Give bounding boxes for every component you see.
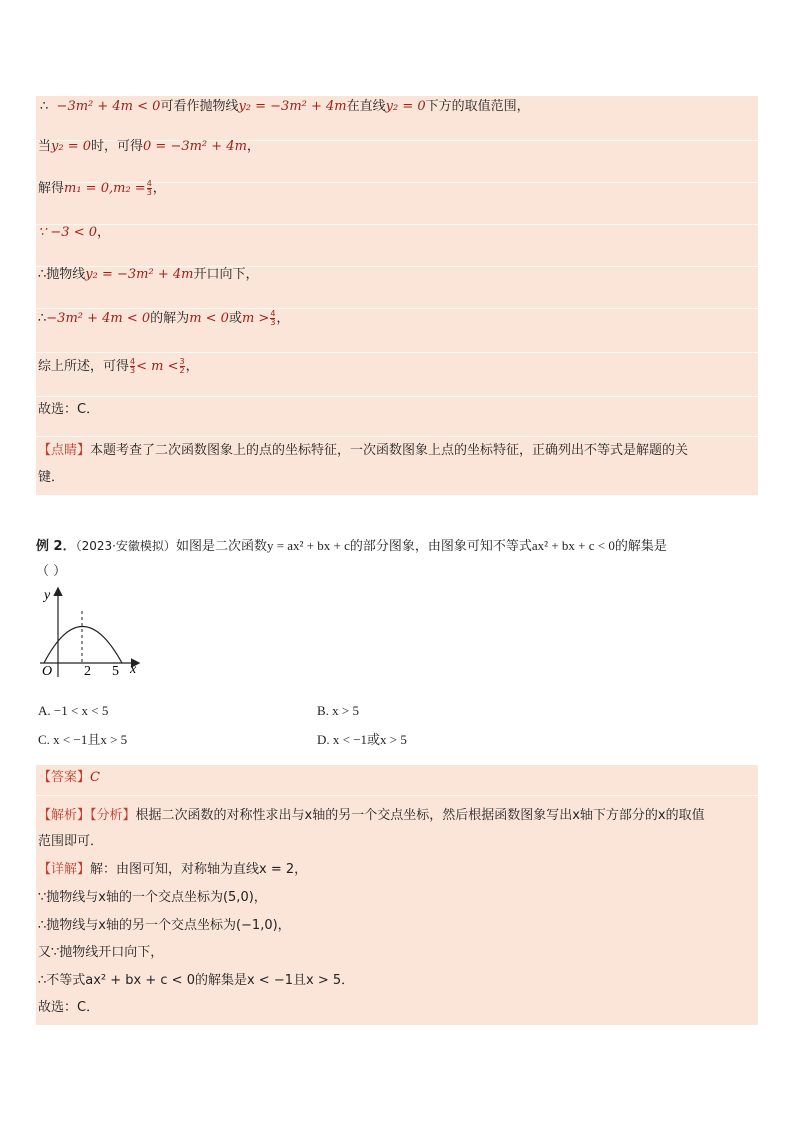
text: 解得 [38, 181, 65, 196]
text: 故选：C． [38, 402, 100, 417]
math-expression: y = ax² + bx + c [266, 538, 350, 553]
solution-block-2 [36, 765, 758, 1025]
math-expression: m > [241, 311, 270, 326]
text: 下方的取值范围， [425, 99, 530, 114]
text: 综上所述，可得 [38, 359, 130, 374]
answer-line [38, 769, 760, 787]
choice-c[interactable]: C. x < −1且x > 5 [38, 732, 128, 747]
text: 键． [38, 470, 65, 485]
row-divider [36, 795, 758, 796]
text: 的解为 [150, 311, 190, 326]
solution-line-9 [38, 442, 760, 460]
text: 范围即可． [38, 834, 104, 849]
text: （ ） [36, 564, 67, 579]
text: 在直线 [346, 99, 386, 114]
text: 根据二次函数的对称性求出与x轴的另一个交点坐标，然后根据函数图象写出x轴下方部分的x的取值 [135, 808, 705, 823]
math-expression: −3m² + 4m < 0 [56, 99, 161, 114]
solution-line-8 [38, 401, 760, 419]
text: ， [185, 359, 199, 374]
math-expression: 0 = −3m² + 4m [143, 139, 247, 154]
choice-b[interactable]: B. x > 5 [317, 703, 360, 718]
parabola-graph [36, 585, 146, 680]
answer-tag: 【答案】 [38, 770, 91, 785]
text: ， [97, 225, 111, 240]
example-question [36, 535, 667, 554]
detail-step-3: 又∵抛物线开口向下， [38, 945, 164, 960]
comment-tag: 【点睛】 [38, 443, 91, 458]
math-expression: m₁ = 0,m₂ = [64, 181, 146, 196]
math-expression: y₂ = 0 [385, 99, 426, 114]
solution-line-4 [38, 224, 760, 242]
text: ， [152, 181, 166, 196]
math-expression: < m < [136, 359, 179, 374]
choice-d[interactable]: D. x < −1或x > 5 [317, 732, 407, 747]
choice-a[interactable]: A. −1 < x < 5 [38, 703, 109, 718]
text: ， [246, 139, 260, 154]
y-axis-label: y [44, 588, 51, 603]
math-expression: m < 0 [189, 311, 229, 326]
text: 时，可得 [91, 139, 144, 154]
text: 的部分图象，由图象可知不等式 [349, 539, 532, 554]
text: 本题考查了二次函数图象上的点的坐标特征，一次函数图象上点的坐标特征，正确列出不等式是解题的关 [90, 443, 689, 458]
text: ∴抛物线 [38, 267, 86, 282]
tick-label-2: 2 [84, 664, 91, 679]
text: 开口向下， [193, 267, 259, 282]
origin-label: O [42, 664, 53, 679]
math-expression: y₂ = −3m² + 4m [238, 99, 347, 114]
detail-step-1: ∵抛物线与x轴的一个交点坐标为(5,0)， [38, 890, 267, 905]
row-divider [36, 396, 758, 397]
example-label: 例 2． [36, 539, 76, 554]
text: 当 [38, 139, 52, 154]
solution-line-1 [40, 98, 762, 116]
answer-value: C [90, 770, 100, 785]
x-axis-label: x [130, 662, 137, 677]
solution-line-7 [38, 358, 760, 376]
parabola-curve [44, 627, 122, 664]
source-label: （2023·安徽模拟） [75, 539, 176, 553]
text: 可看作抛物线 [160, 99, 239, 114]
detail-step-4: ∴不等式ax² + bx + c < 0的解集是x < −1且x > 5． [38, 973, 355, 988]
text: 解：由图可知，对称轴为直线x = 2， [90, 862, 308, 877]
text: 如图是二次函数 [175, 539, 267, 554]
text: 的解集是 [614, 539, 667, 554]
math-expression: y₂ = 0 [51, 139, 91, 154]
analysis-tag: 【解析】【分析】 [38, 808, 136, 823]
analysis-line [38, 807, 760, 825]
detail-tag: 【详解】 [38, 862, 91, 877]
math-expression: −3m² + 4m < 0 [46, 311, 151, 326]
solution-block-1 [36, 96, 758, 495]
answer-paren [36, 560, 66, 579]
fraction: $\frac{3}{2}$ [179, 357, 185, 375]
solution-line-10 [38, 469, 760, 487]
solution-line-6 [38, 310, 760, 328]
math-expression: y₂ = −3m² + 4m [85, 267, 194, 282]
fraction: $\frac{4}{3}$ [270, 309, 276, 327]
analysis-line-2 [38, 833, 760, 851]
row-divider [36, 308, 758, 309]
row-divider [36, 352, 758, 353]
solution-line-3 [38, 180, 760, 198]
tick-label-5: 5 [112, 664, 119, 679]
detail-step-5: 故选：C． [38, 1000, 100, 1015]
solution-line-5 [38, 266, 760, 284]
fraction: $\frac{4}{3}$ [146, 179, 152, 197]
detail-step-2: ∴抛物线与x轴的另一个交点坐标为(−1,0)， [38, 918, 291, 933]
text: 或 [228, 311, 242, 326]
solution-line-2 [38, 138, 760, 156]
text: ， [276, 311, 290, 326]
detail-line [38, 861, 760, 879]
fraction: $\frac{4}{3}$ [130, 357, 136, 375]
math-expression: ax² + bx + c < 0 [531, 538, 615, 553]
therefore-symbol: ∴ [40, 99, 49, 114]
row-divider [36, 436, 758, 437]
therefore-symbol: ∴ [38, 311, 47, 326]
math-expression: ∵ −3 < 0 [38, 225, 97, 240]
